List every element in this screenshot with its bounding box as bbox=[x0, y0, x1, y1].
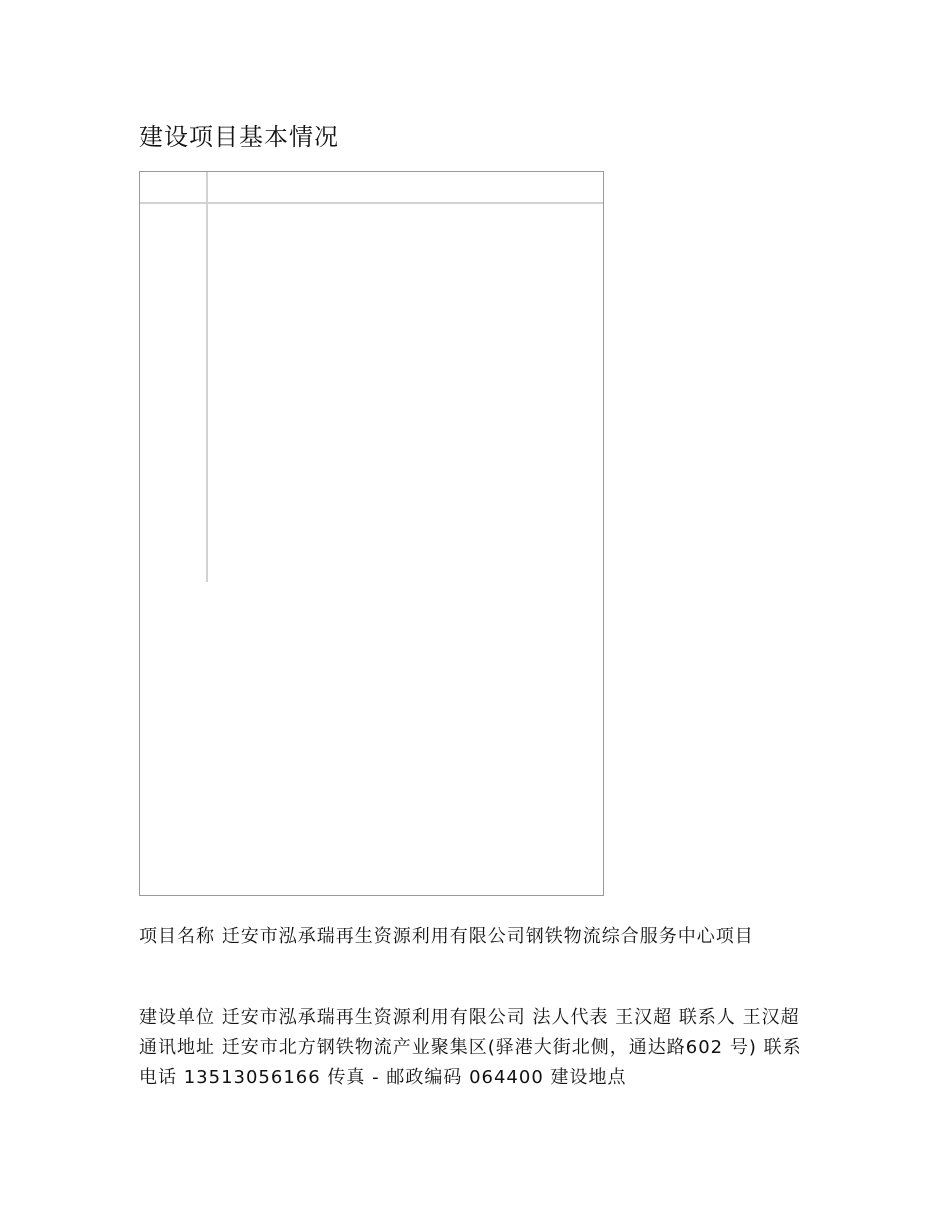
project-name-paragraph: 项目名称 迁安市泓承瑞再生资源利用有限公司钢铁物流综合服务中心项目 bbox=[139, 926, 754, 947]
page-title: 建设项目基本情况 bbox=[139, 123, 339, 151]
table-column-rule bbox=[206, 172, 208, 582]
unit-info-paragraph: 建设单位 迁安市泓承瑞再生资源利用有限公司 法人代表 王汉超 联系人 王汉超 通讯地址 迁安市北方钢铁物流产业聚集区(驿港大街北侧，通达路602 号) 联系电话 13513056166 传真 - 邮政编码 064400 建设地点 bbox=[139, 1007, 802, 1088]
info-table-frame bbox=[139, 171, 604, 896]
table-header-rule bbox=[140, 202, 603, 204]
